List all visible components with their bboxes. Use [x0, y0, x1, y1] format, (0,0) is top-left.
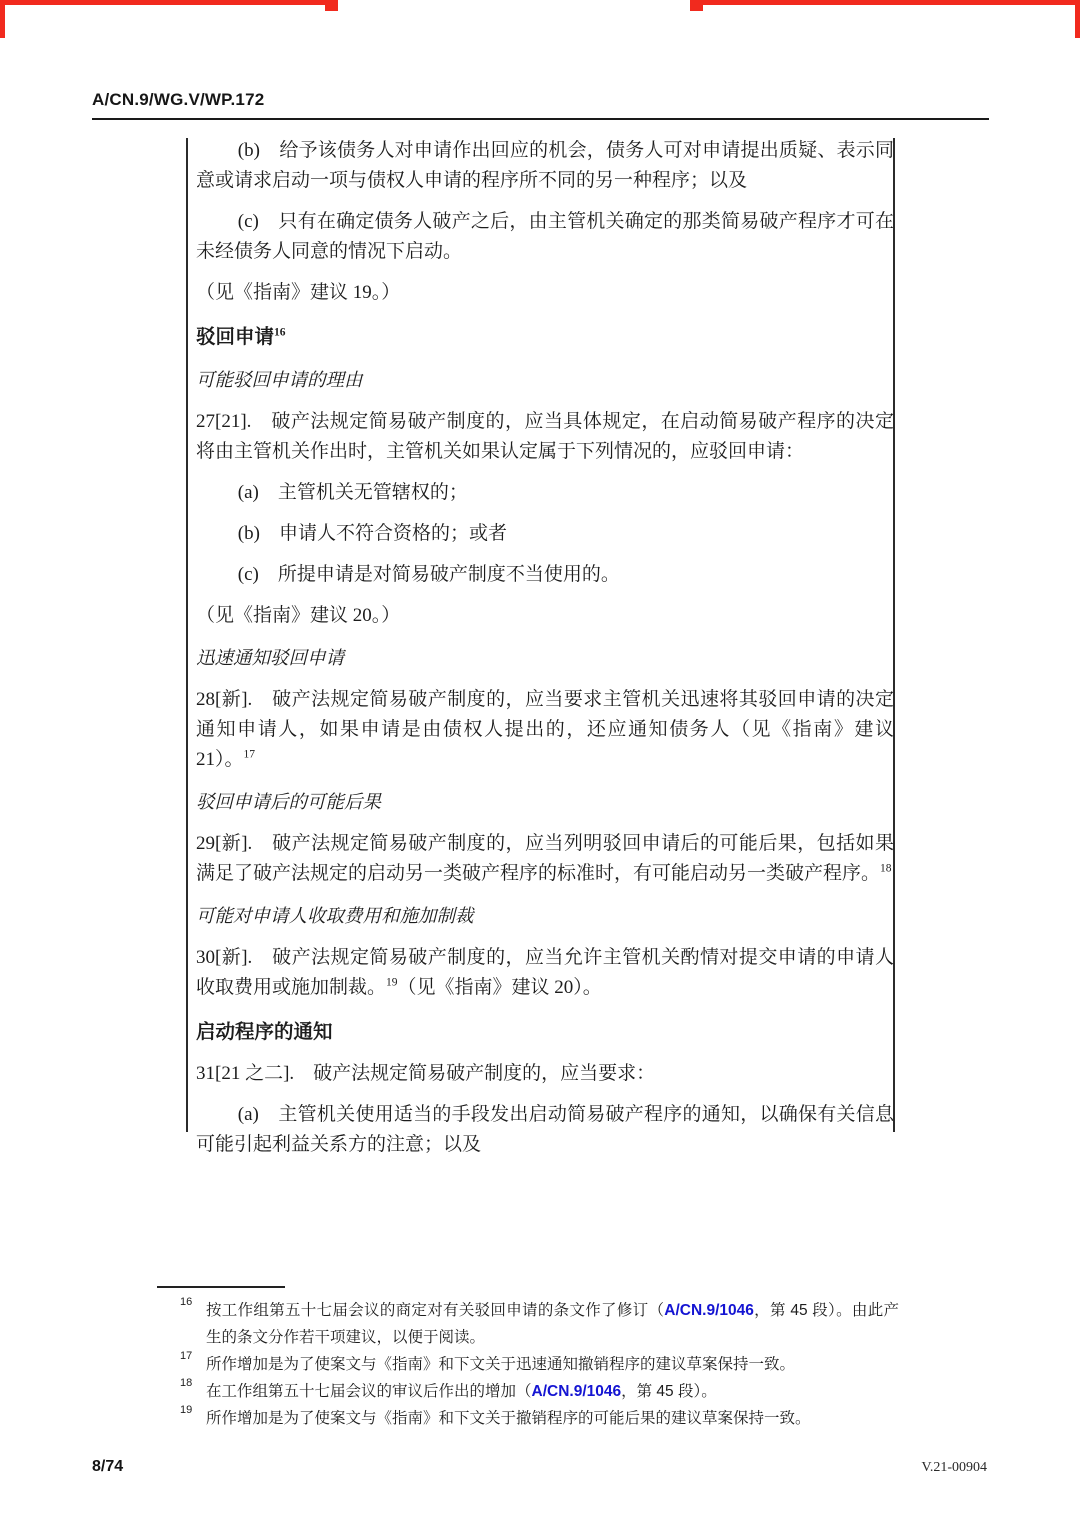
paragraph-30-text: 30[新]. 破产法规定简易破产制度的，应当允许主管机关酌情对提交申请的申请人收取费用或施加制裁。	[196, 947, 894, 998]
heading-dismissal-of-application	[196, 323, 894, 353]
heading-dismissal-text: 驳回申请	[196, 327, 275, 348]
footnote-16-doc-link[interactable]: A/CN.9/1046	[664, 1302, 754, 1319]
paragraph-27b: (b) 申请人不符合资格的；或者	[237, 523, 507, 544]
footnote-area	[157, 1286, 899, 1432]
subheading-consequences-of-dismissal: 驳回申请后的可能后果	[196, 793, 382, 813]
paragraph-29	[196, 829, 894, 889]
footnote-18	[180, 1378, 899, 1405]
paragraph-c: (c) 只有在确定债务人破产之后，由主管机关确定的那类简易破产程序才可在未经债务人同意的情况下启动。	[196, 211, 894, 262]
change-bar-left	[186, 138, 188, 1132]
page-number: 8/74	[92, 1458, 124, 1475]
heading-notice-of-commencement: 启动程序的通知	[196, 1022, 333, 1043]
paragraph-27c: (c) 所提申请是对简易破产制度不当使用的。	[237, 564, 620, 585]
footnote-18-marker: 18	[180, 1377, 193, 1389]
footnote-19-text: 所作增加是为了使案文与《指南》和下文关于撤销程序的可能后果的建议草案保持一致。	[206, 1410, 811, 1427]
subheading-fees-and-sanctions: 可能对申请人收取费用和施加制裁	[196, 907, 474, 927]
footnote-18-text-post: ，第 45 段）。	[621, 1383, 717, 1400]
footnote-19-marker: 19	[180, 1404, 193, 1416]
see-guide-recommendation-20: （见《指南》建议 20。）	[196, 605, 401, 626]
red-border-segment-left-edge	[0, 0, 5, 38]
footnote-ref-17: 17	[243, 748, 256, 761]
red-border-segment-top-right	[690, 0, 1080, 5]
footnote-ref-18: 18	[880, 862, 892, 875]
footnote-18-text: 在工作组第五十七届会议的审议后作出的增加（	[206, 1383, 532, 1400]
footnote-17-text: 所作增加是为了使案文与《指南》和下文关于迅速通知撤销程序的建议草案保持一致。	[206, 1356, 796, 1373]
header-rule-divider	[92, 118, 989, 120]
paragraph-30	[196, 943, 894, 1003]
footnote-16-text-post: ，第 45 段）。由此产生的条文分作若干项建议，以便于阅读。	[206, 1302, 899, 1346]
paragraph-30-see-guide: （见《指南》建议 20）。	[397, 977, 602, 998]
red-border-segment-top-left	[0, 0, 334, 5]
subheading-prompt-notice-of-dismissal: 迅速通知驳回申请	[196, 649, 345, 669]
see-guide-recommendation-19: （见《指南》建议 19。）	[196, 282, 401, 303]
subheading-grounds-for-dismissal: 可能驳回申请的理由	[196, 371, 363, 391]
paragraph-27a: (a) 主管机关无管辖权的；	[237, 482, 468, 503]
footnote-16-text: 按工作组第五十七届会议的商定对有关驳回申请的条文作了修订（	[206, 1302, 665, 1319]
main-text-block	[196, 132, 894, 1160]
job-number: V.21-00904	[921, 1460, 987, 1475]
footnote-ref-19: 19	[386, 976, 398, 989]
footnote-separator-rule	[157, 1286, 285, 1288]
paragraph-31: 31[21 之二]. 破产法规定简易破产制度的，应当要求：	[196, 1063, 656, 1084]
footnote-17-marker: 17	[180, 1350, 193, 1362]
footnote-16-marker: 16	[180, 1296, 193, 1308]
footnote-17	[180, 1351, 899, 1378]
paragraph-b: (b) 给予该债务人对申请作出回应的机会，债务人可对申请提出质疑、表示同意或请求启动一项与债权人申请的程序所不同的另一种程序；以及	[196, 140, 894, 191]
paragraph-31a: (a) 主管机关使用适当的手段发出启动简易破产程序的通知，以确保有关信息可能引起利益关系方的注意；以及	[196, 1104, 894, 1155]
footnote-16	[180, 1297, 899, 1351]
paragraph-28-text: 28[新]. 破产法规定简易破产制度的，应当要求主管机关迅速将其驳回申请的决定通知申请人，如果申请是由债权人提出的，还应通知债务人（见《指南》建议 21）。	[196, 689, 894, 770]
red-border-nub-left	[325, 0, 338, 11]
red-border-nub-right	[690, 0, 703, 11]
paragraph-29-text: 29[新]. 破产法规定简易破产制度的，应当列明驳回申请后的可能后果，包括如果满足了破产法规定的启动另一类破产程序的标准时，有可能启动另一类破产程序。	[196, 833, 894, 884]
footnote-18-doc-link[interactable]: A/CN.9/1046	[531, 1383, 622, 1400]
paragraph-28	[196, 685, 894, 775]
footnote-ref-16: 16	[274, 326, 286, 339]
red-border-segment-right-edge	[1075, 0, 1080, 38]
footnote-19	[180, 1405, 899, 1432]
paragraph-27: 27[21]. 破产法规定简易破产制度的，应当具体规定，在启动简易破产程序的决定将由主管机关作出时，主管机关如果认定属于下列情况的，应驳回申请：	[196, 411, 894, 462]
document-symbol: A/CN.9/WG.V/WP.172	[92, 90, 265, 109]
